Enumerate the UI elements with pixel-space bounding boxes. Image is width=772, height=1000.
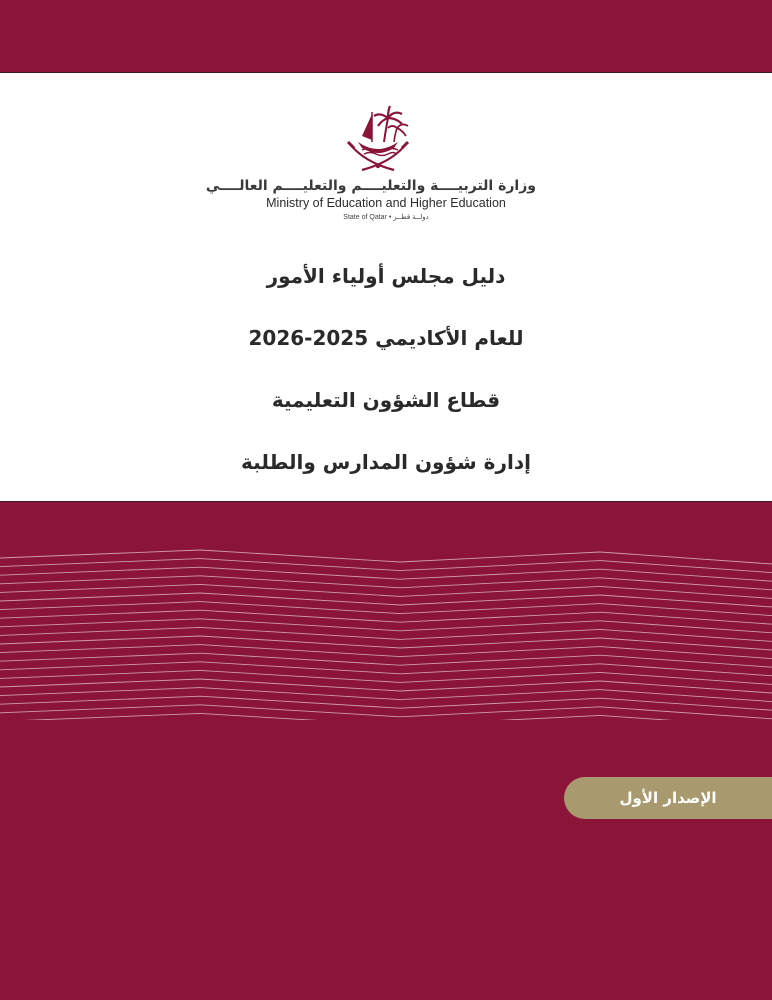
guide-title: دليل مجلس أولياء الأمور bbox=[266, 264, 506, 288]
sector-title: قطاع الشؤون التعليمية bbox=[271, 388, 501, 412]
academic-year-title: للعام الأكاديمي 2025-2026 bbox=[248, 326, 524, 350]
decorative-line bbox=[0, 713, 772, 720]
ministry-name-arabic: وزارة التربيــــة والتعليــــم والتعليــــم العالــــي bbox=[205, 178, 536, 194]
edition-badge bbox=[564, 777, 772, 819]
top-band bbox=[0, 0, 772, 72]
department-title: إدارة شؤون المدارس والطلبة bbox=[241, 450, 531, 474]
state-of-qatar-label: State of Qatar • دولــة قطــر bbox=[343, 214, 429, 221]
qatar-emblem-icon bbox=[344, 104, 412, 176]
edition-label: الإصدار الأول bbox=[619, 789, 717, 807]
decorative-lines bbox=[0, 540, 772, 720]
ministry-name-english: Ministry of Education and Higher Education bbox=[266, 196, 506, 210]
